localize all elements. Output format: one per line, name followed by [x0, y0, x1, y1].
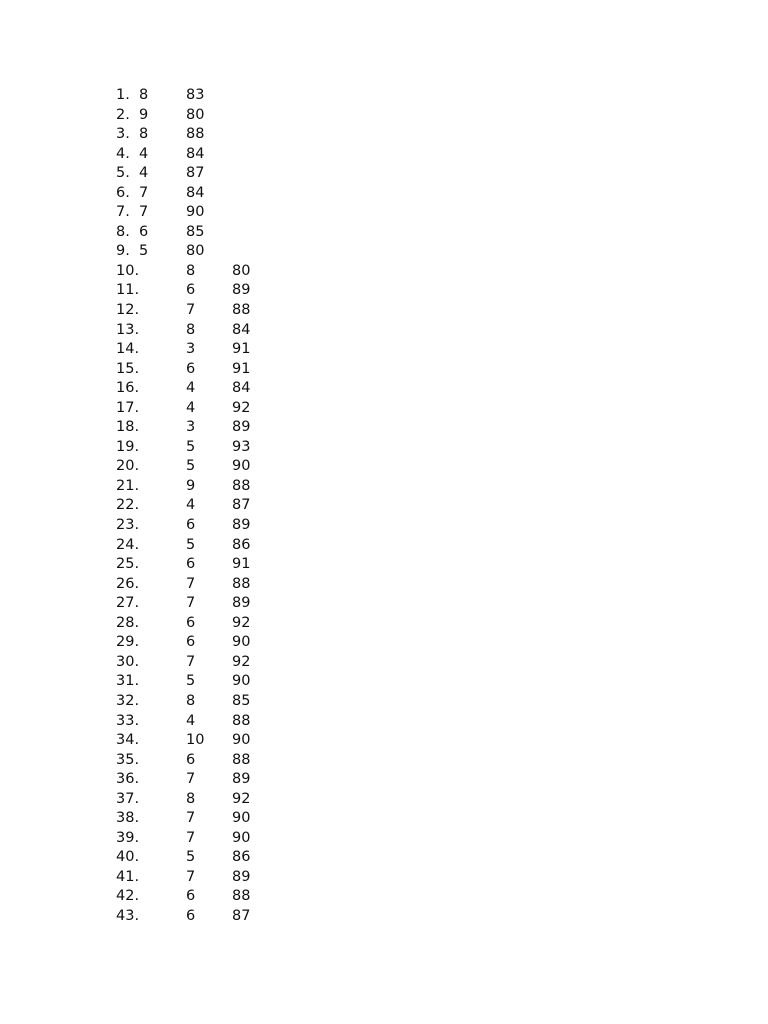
item-number: 20.: [116, 458, 140, 475]
first-value: 8: [186, 692, 196, 709]
second-value: 90: [232, 810, 251, 827]
first-value: 9: [186, 477, 196, 494]
item-number: 21.: [116, 477, 140, 494]
second-value: 88: [232, 712, 251, 729]
second-value: 84: [186, 184, 205, 201]
item-number: 36.: [116, 771, 140, 788]
item-number: 16.: [116, 380, 140, 397]
first-value: 3: [186, 419, 196, 436]
second-value: 90: [232, 829, 251, 846]
first-value: 6: [186, 907, 196, 924]
first-value: 5: [186, 849, 196, 866]
first-value: 6: [186, 360, 196, 377]
second-value: 89: [232, 517, 251, 534]
second-value: 89: [232, 595, 251, 612]
item-number: 18.: [116, 419, 140, 436]
item-number: 30.: [116, 653, 140, 670]
first-value: 8: [139, 126, 149, 143]
second-value: 85: [186, 223, 205, 240]
second-value: 93: [232, 438, 251, 455]
second-value: 85: [232, 692, 251, 709]
first-value: 4: [186, 497, 196, 514]
second-value: 87: [232, 497, 251, 514]
first-value: 5: [139, 243, 149, 260]
item-number: 4.: [116, 145, 130, 162]
first-value: 5: [186, 438, 196, 455]
first-value: 7: [186, 302, 196, 319]
item-number: 37.: [116, 790, 140, 807]
item-number: 35.: [116, 751, 140, 768]
first-value: 7: [139, 184, 149, 201]
first-value: 4: [186, 399, 196, 416]
item-number: 39.: [116, 829, 140, 846]
second-value: 84: [232, 380, 251, 397]
second-value: 92: [232, 614, 251, 631]
second-value: 88: [232, 575, 251, 592]
second-value: 88: [232, 302, 251, 319]
item-number: 1.: [116, 87, 130, 103]
first-value: 6: [186, 556, 196, 573]
item-number: 3.: [116, 126, 130, 143]
first-value: 3: [186, 341, 196, 358]
second-value: 89: [232, 771, 251, 788]
first-value: 6: [186, 634, 196, 651]
second-value: 89: [232, 419, 251, 436]
first-value: 7: [186, 595, 196, 612]
first-value: 4: [139, 145, 149, 162]
item-number: 12.: [116, 302, 140, 319]
first-value: 7: [186, 868, 196, 885]
item-number: 24.: [116, 536, 140, 553]
second-value: 86: [232, 536, 251, 553]
second-value: 91: [232, 556, 251, 573]
first-value: 5: [186, 673, 196, 690]
first-value: 7: [186, 653, 196, 670]
item-number: 38.: [116, 810, 140, 827]
second-value: 84: [186, 145, 205, 162]
second-value: 83: [186, 87, 205, 103]
item-number: 29.: [116, 634, 140, 651]
item-number: 7.: [116, 204, 130, 221]
item-number: 32.: [116, 692, 140, 709]
first-value: 8: [186, 321, 196, 338]
first-value: 6: [139, 223, 149, 240]
second-value: 90: [232, 732, 251, 749]
item-number: 2.: [116, 106, 130, 123]
second-value: 90: [232, 634, 251, 651]
item-number: 11.: [116, 282, 140, 299]
first-value: 7: [186, 810, 196, 827]
first-value: 6: [186, 517, 196, 534]
item-number: 33.: [116, 712, 140, 729]
item-number: 40.: [116, 849, 140, 866]
item-number: 34.: [116, 732, 140, 749]
second-value: 89: [232, 868, 251, 885]
first-value: 10: [186, 732, 205, 749]
second-value: 89: [232, 282, 251, 299]
first-value: 5: [186, 536, 196, 553]
item-number: 25.: [116, 556, 140, 573]
second-value: 91: [232, 341, 251, 358]
second-value: 91: [232, 360, 251, 377]
first-value: 8: [139, 87, 149, 103]
item-number: 10.: [116, 262, 140, 279]
item-number: 31.: [116, 673, 140, 690]
item-number: 28.: [116, 614, 140, 631]
second-value: 87: [186, 165, 205, 182]
item-number: 14.: [116, 341, 140, 358]
item-number: 5.: [116, 165, 130, 182]
item-number: 43.: [116, 907, 140, 924]
second-value: 92: [232, 653, 251, 670]
second-value: 88: [232, 477, 251, 494]
second-value: 86: [232, 849, 251, 866]
second-value: 84: [232, 321, 251, 338]
first-value: 6: [186, 751, 196, 768]
item-number: 17.: [116, 399, 140, 416]
first-value: 4: [186, 712, 196, 729]
item-number: 8.: [116, 223, 130, 240]
item-number: 22.: [116, 497, 140, 514]
item-number: 41.: [116, 868, 140, 885]
first-value: 6: [186, 888, 196, 905]
item-number: 26.: [116, 575, 140, 592]
first-value: 7: [186, 575, 196, 592]
second-value: 90: [232, 458, 251, 475]
item-number: 15.: [116, 360, 140, 377]
first-value: 9: [139, 106, 149, 123]
first-value: 7: [186, 771, 196, 788]
item-number: 23.: [116, 517, 140, 534]
first-value: 7: [186, 829, 196, 846]
second-value: 92: [232, 790, 251, 807]
first-value: 6: [186, 282, 196, 299]
second-value: 90: [232, 673, 251, 690]
item-number: 13.: [116, 321, 140, 338]
second-value: 90: [186, 204, 205, 221]
second-value: 80: [186, 106, 205, 123]
first-value: 5: [186, 458, 196, 475]
item-number: 27.: [116, 595, 140, 612]
second-value: 88: [186, 126, 205, 143]
first-value: 4: [186, 380, 196, 397]
first-value: 8: [186, 790, 196, 807]
second-value: 88: [232, 751, 251, 768]
item-number: 42.: [116, 888, 140, 905]
second-value: 87: [232, 907, 251, 924]
second-value: 80: [232, 262, 251, 279]
first-value: 4: [139, 165, 149, 182]
first-value: 6: [186, 614, 196, 631]
second-value: 88: [232, 888, 251, 905]
item-number: 19.: [116, 438, 140, 455]
item-number: 9.: [116, 243, 130, 260]
first-value: 8: [186, 262, 196, 279]
second-value: 92: [232, 399, 251, 416]
first-value: 7: [139, 204, 149, 221]
item-number: 6.: [116, 184, 130, 201]
second-value: 80: [186, 243, 205, 260]
